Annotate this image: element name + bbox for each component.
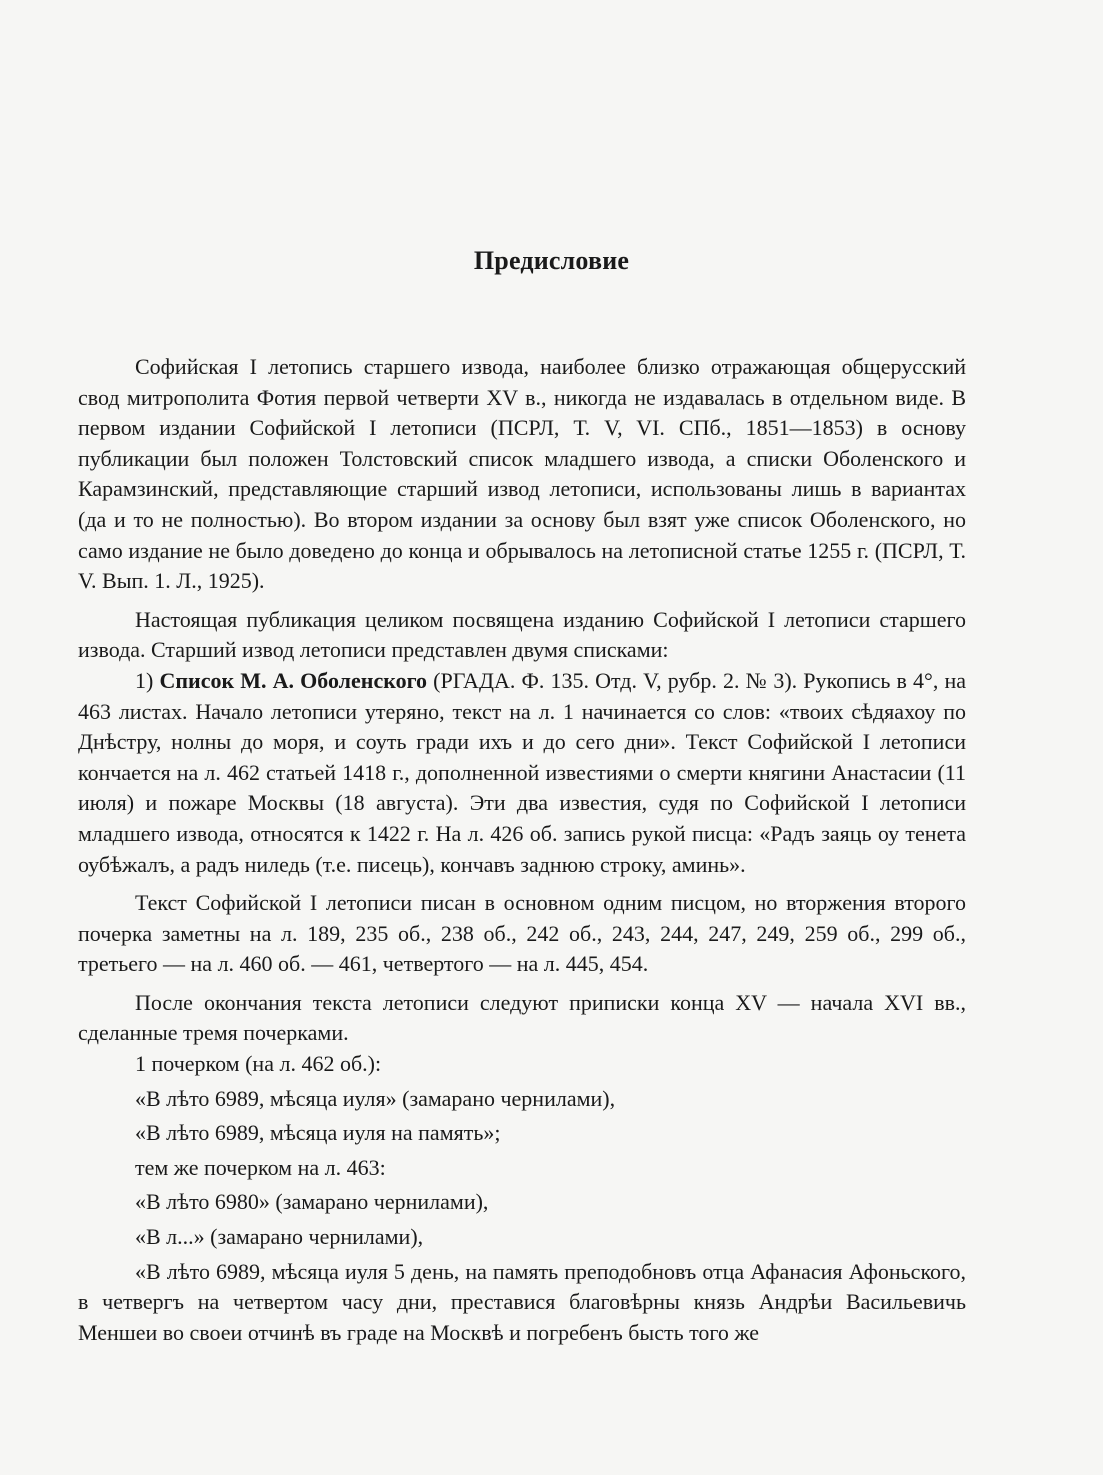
addition-line: тем же почерком на л. 463:	[135, 1154, 386, 1180]
addition-line: «В л...» (замарано чернилами),	[135, 1224, 424, 1250]
paragraph-handwriting: Текст Софийской I летописи писан в основном одним писцом, но вторжения второго почерка заметны на л. 189, 235 об., 238 об., 242 об., 243, 244, 247, 249, 259 об., 299 об., третьего — на л. 460 об. — 461, четвертого — на л. 445, 454.	[78, 890, 966, 977]
paragraph-intro: Софийская I летопись старшего извода, наиболее близко отражающая общерусский свод митрополита Фотия первой четверти XV в., никогда не издавалась в отдельном виде. В первом издании Софийской I летописи (ПСРЛ, Т. V, VI. СПб., 1851—1853) в основу публикации был положен Толстовский список младшего извода, а списки Оболенского и Карамзинский, представляющие старший извод летописи, использованы лишь в вариантах (да и то не полностью). Во втором издании за основу был взят уже список Оболенского, но само издание не было доведено до конца и обрывалось на летописной статье 1255 г. (ПСРЛ, Т. V. Вып. 1. Л., 1925).	[78, 354, 966, 594]
addition-line: 1 почерком (на л. 462 об.):	[135, 1051, 382, 1077]
page-title: Предисловие	[473, 246, 630, 275]
list-title: Список М. А. Оболенского	[159, 667, 428, 693]
addition-line: «В лѣто 6980» (замарано чернилами),	[135, 1189, 489, 1215]
addition-line: «В лѣто 6989, мѣсяца иуля на память»;	[135, 1120, 501, 1146]
addition-line: «В лѣто 6989, мѣсяца иуля» (замарано чернилами),	[135, 1085, 616, 1111]
list-number: 1)	[135, 667, 154, 693]
list-description: (РГАДА. Ф. 135. Отд. V, рубр. 2. № 3). Рукопись в 4°, на 463 листах. Начало летописи утеряно, текст на л. 1 начинается со слов: «твоих сѣдяахоу по Днѣстру, нолны до моря, и соуть гради ихъ и до сего дни». Текст Софийской I летописи кончается на л. 462 статьей 1418 г., дополненной известиями о смерти княгини Анастасии (11 июля) и пожаре Москвы (18 августа). Эти два известия, судя по Софийской I летописи младшего извода, относятся к 1422 г. На л. 426 об. запись рукой писца: «Радъ заяць оу тенета оубѣжалъ, а радъ ниледь (т.е. писець), кончавъ заднюю строку, аминь».	[78, 667, 967, 877]
paragraph-additions: После окончания текста летописи следуют приписки конца XV — начала XVI вв., сделанные тремя почерками.	[78, 989, 966, 1046]
paragraph-publication: Настоящая публикация целиком посвящена изданию Софийской I летописи старшего извода. Старший извод летописи представлен двумя списками:	[78, 606, 966, 663]
paragraph-andrei-death: «В лѣто 6989, мѣсяца иуля 5 день, на память преподобновъ отца Афанасия Афоньского, в четвергъ на четвертом часу дни, преставися благовѣрны князь Андрѣи Васильевичь Меншеи во своеи отчинѣ въ граде на Москвѣ и погребенъ бысть того же	[78, 1258, 966, 1345]
body-text	[78, 352, 966, 1356]
paragraph-obolensky-list	[78, 666, 966, 880]
